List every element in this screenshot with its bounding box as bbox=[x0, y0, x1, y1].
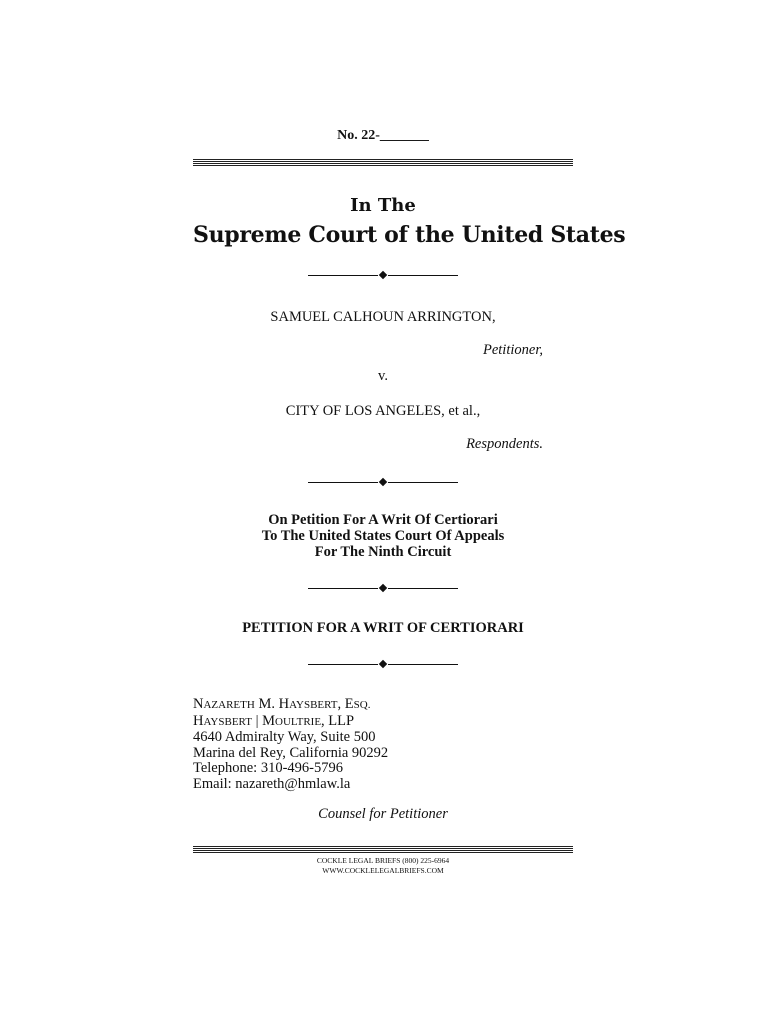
certiorari-heading bbox=[193, 512, 573, 560]
bottom-double-rule-lower bbox=[193, 850, 573, 853]
respondent-role: Respondents. bbox=[466, 436, 543, 452]
petitioner-name: SAMUEL CALHOUN ARRINGTON, bbox=[270, 309, 496, 325]
counsel-firm: HAYSBERT | MOULTRIE, LLP bbox=[193, 712, 355, 729]
counsel-email: Email: nazareth@hmlaw.la bbox=[193, 775, 351, 792]
diamond-icon bbox=[379, 584, 387, 592]
versus: v. bbox=[378, 368, 388, 384]
certiorari-line: For The Ninth Circuit bbox=[314, 544, 452, 560]
counsel-name: NAZARETH M. HAYSBERT, ESQ. bbox=[193, 696, 371, 712]
certiorari-line: To The United States Court Of Appeals bbox=[261, 528, 505, 544]
counsel-block bbox=[193, 697, 573, 792]
certiorari-line: On Petition For A Writ Of Certiorari bbox=[268, 512, 498, 528]
top-double-rule-lower bbox=[193, 163, 573, 166]
top-double-rule bbox=[193, 159, 573, 162]
counsel-address-line2: Marina del Rey, California 90292 bbox=[193, 744, 389, 761]
docket-number: No. 22-_______ bbox=[337, 128, 429, 143]
petition-title: PETITION FOR A WRIT OF CERTIORARI bbox=[242, 620, 524, 636]
bottom-double-rule bbox=[193, 846, 573, 849]
respondent-name: CITY OF LOS ANGELES, et al., bbox=[285, 403, 481, 419]
counsel-telephone: Telephone: 310-496-5796 bbox=[193, 760, 343, 776]
court-name: Supreme Court of the United States bbox=[193, 222, 626, 248]
diamond-icon bbox=[379, 478, 387, 486]
court-prefix: In The bbox=[350, 195, 416, 216]
counsel-address-line1: 4640 Admiralty Way, Suite 500 bbox=[193, 729, 376, 745]
diamond-icon bbox=[379, 271, 387, 279]
diamond-divider bbox=[308, 477, 458, 489]
printer-website: WWW.COCKLELEGALBRIEFS.COM bbox=[322, 866, 444, 875]
counsel-role: Counsel for Petitioner bbox=[318, 806, 448, 822]
diamond-divider bbox=[308, 270, 458, 282]
petitioner-role: Petitioner, bbox=[482, 342, 543, 358]
diamond-icon bbox=[379, 660, 387, 668]
printer-info bbox=[193, 856, 573, 876]
printer-phone: COCKLE LEGAL BRIEFS (800) 225-6964 bbox=[316, 856, 450, 865]
diamond-divider bbox=[308, 583, 458, 595]
diamond-divider bbox=[308, 659, 458, 671]
